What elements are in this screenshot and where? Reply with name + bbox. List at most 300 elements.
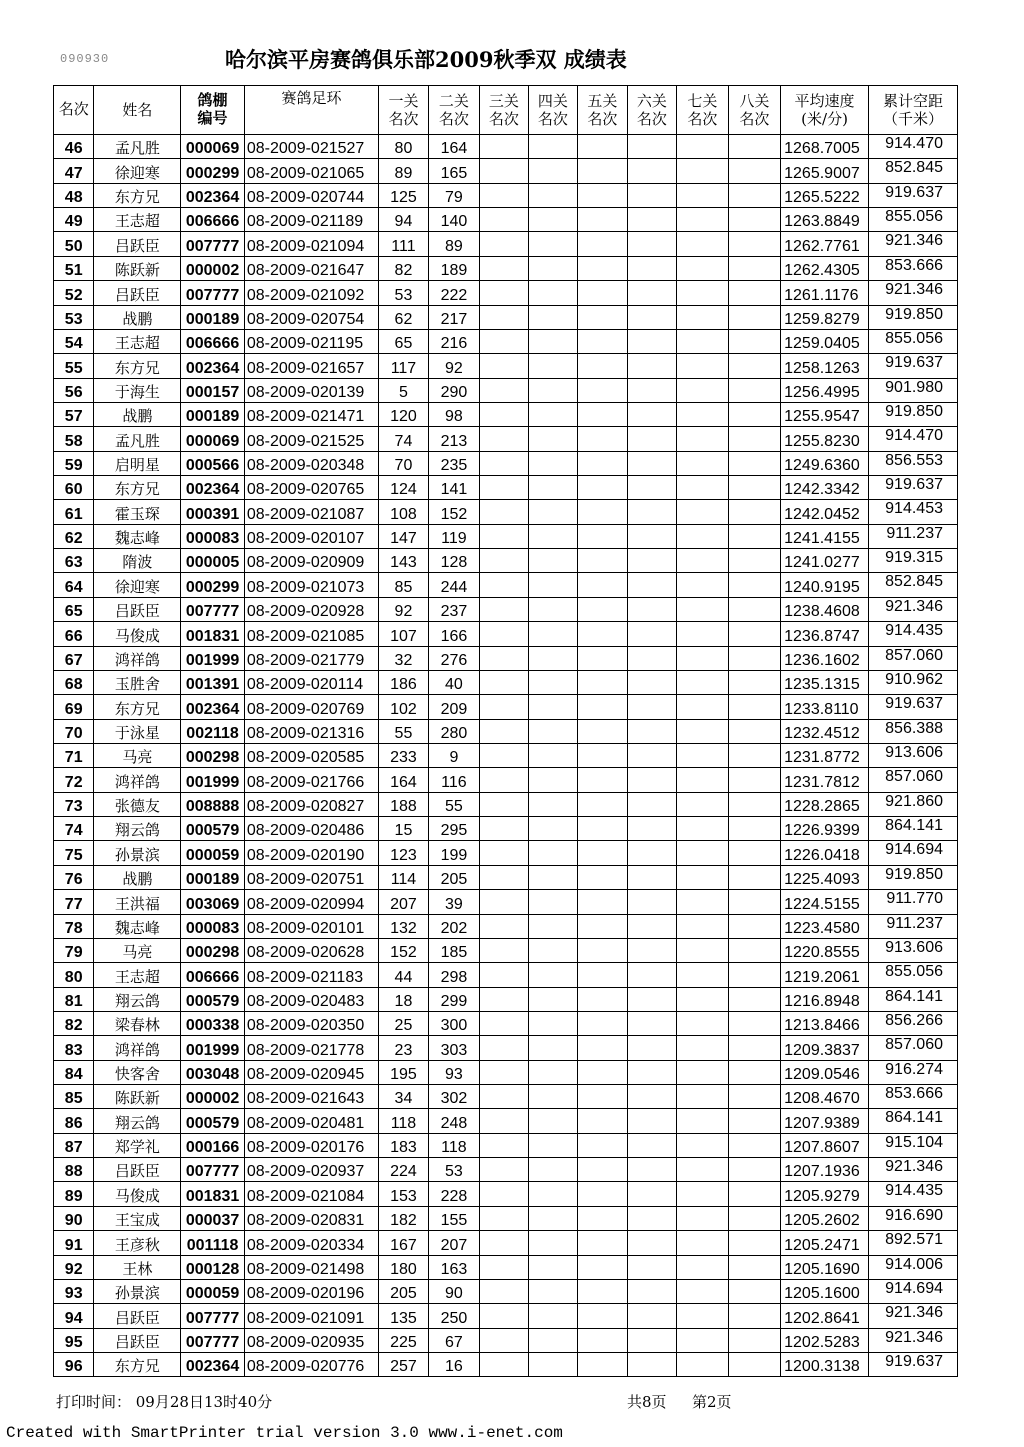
- cell-name: 吕跃臣: [94, 1158, 181, 1182]
- cell-loft-id: 000579: [181, 987, 245, 1011]
- cell-round-7: [677, 1109, 729, 1133]
- cell-round-5: [578, 1206, 627, 1230]
- cell-distance: 921.346: [868, 281, 957, 305]
- cell-rank: 55: [54, 354, 94, 378]
- cell-round-2: 9: [428, 743, 480, 767]
- cell-rank: 47: [54, 159, 94, 183]
- table-row: [54, 1352, 958, 1376]
- cell-round-3: [480, 451, 528, 475]
- table-row: [54, 476, 958, 500]
- cell-round-5: [578, 719, 627, 743]
- header-round-1: 一关 名次: [379, 86, 428, 135]
- header-row: [54, 86, 958, 135]
- cell-round-6: [627, 1182, 676, 1206]
- cell-round-3: [480, 500, 528, 524]
- cell-name: 东方兄: [94, 476, 181, 500]
- cell-round-7: [677, 1011, 729, 1035]
- cell-round-1: 182: [379, 1206, 428, 1230]
- cell-ring-number: 08-2009-021647: [244, 256, 378, 280]
- cell-round-1: 92: [379, 597, 428, 621]
- cell-round-7: [677, 622, 729, 646]
- cell-ring-number: 08-2009-020483: [244, 987, 378, 1011]
- cell-name: 于海生: [94, 378, 181, 402]
- cell-name: 吕跃臣: [94, 1304, 181, 1328]
- cell-rank: 80: [54, 963, 94, 987]
- cell-loft-id: 003069: [181, 890, 245, 914]
- cell-name: 王林: [94, 1255, 181, 1279]
- cell-ring-number: 08-2009-020744: [244, 183, 378, 207]
- cell-loft-id: 000299: [181, 573, 245, 597]
- cell-round-4: [528, 597, 577, 621]
- cell-ring-number: 08-2009-021779: [244, 646, 378, 670]
- cell-round-8: [728, 597, 781, 621]
- cell-round-8: [728, 1011, 781, 1035]
- cell-round-4: [528, 1109, 577, 1133]
- header-name: 姓名: [94, 86, 181, 135]
- cell-round-2: 116: [428, 768, 480, 792]
- cell-rank: 79: [54, 938, 94, 962]
- cell-name: 玉胜舍: [94, 670, 181, 694]
- cell-round-4: [528, 402, 577, 426]
- cell-round-2: 207: [428, 1231, 480, 1255]
- cell-name: 鸿祥鸽: [94, 768, 181, 792]
- table-row: [54, 135, 958, 159]
- cell-round-2: 92: [428, 354, 480, 378]
- cell-name: 东方兄: [94, 695, 181, 719]
- cell-rank: 78: [54, 914, 94, 938]
- cell-round-2: 152: [428, 500, 480, 524]
- cell-loft-id: 000189: [181, 305, 245, 329]
- cell-loft-id: 000128: [181, 1255, 245, 1279]
- cell-round-4: [528, 792, 577, 816]
- cell-round-4: [528, 378, 577, 402]
- cell-avg-speed: 1205.1600: [781, 1279, 869, 1303]
- table-row: [54, 1036, 958, 1060]
- cell-name: 徐迎寒: [94, 159, 181, 183]
- cell-round-6: [627, 159, 676, 183]
- cell-distance: 914.694: [868, 841, 957, 865]
- table-row: [54, 1158, 958, 1182]
- cell-distance: 919.315: [868, 549, 957, 573]
- cell-round-7: [677, 963, 729, 987]
- cell-round-6: [627, 1011, 676, 1035]
- cell-ring-number: 08-2009-020754: [244, 305, 378, 329]
- cell-round-7: [677, 768, 729, 792]
- cell-name: 马俊成: [94, 1182, 181, 1206]
- cell-loft-id: 007777: [181, 1328, 245, 1352]
- cell-round-5: [578, 890, 627, 914]
- cell-distance: 901.980: [868, 378, 957, 402]
- cell-round-6: [627, 817, 676, 841]
- cell-rank: 77: [54, 890, 94, 914]
- cell-round-7: [677, 1352, 729, 1376]
- cell-name: 吕跃臣: [94, 597, 181, 621]
- cell-name: 王志超: [94, 963, 181, 987]
- cell-round-8: [728, 208, 781, 232]
- cell-round-5: [578, 329, 627, 353]
- header-speed: 平均速度 (米/分): [781, 86, 869, 135]
- cell-round-6: [627, 1109, 676, 1133]
- cell-avg-speed: 1268.7005: [781, 135, 869, 159]
- cell-round-1: 53: [379, 281, 428, 305]
- cell-round-2: 302: [428, 1085, 480, 1109]
- cell-distance: 855.056: [868, 329, 957, 353]
- cell-distance: 915.104: [868, 1133, 957, 1157]
- cell-name: 战鹏: [94, 305, 181, 329]
- cell-round-6: [627, 378, 676, 402]
- cell-round-1: 164: [379, 768, 428, 792]
- cell-round-2: 205: [428, 865, 480, 889]
- cell-round-3: [480, 1255, 528, 1279]
- cell-round-2: 250: [428, 1304, 480, 1328]
- cell-round-8: [728, 622, 781, 646]
- cell-rank: 65: [54, 597, 94, 621]
- cell-round-1: 32: [379, 646, 428, 670]
- cell-round-8: [728, 1304, 781, 1328]
- cell-round-4: [528, 1255, 577, 1279]
- cell-round-2: 79: [428, 183, 480, 207]
- table-row: [54, 256, 958, 280]
- cell-round-4: [528, 1328, 577, 1352]
- cell-round-3: [480, 597, 528, 621]
- cell-round-1: 80: [379, 135, 428, 159]
- table-row: [54, 232, 958, 256]
- cell-round-5: [578, 402, 627, 426]
- cell-round-5: [578, 1011, 627, 1035]
- table-row: [54, 987, 958, 1011]
- cell-ring-number: 08-2009-020107: [244, 524, 378, 548]
- cell-distance: 919.637: [868, 183, 957, 207]
- cell-name: 陈跃新: [94, 1085, 181, 1109]
- cell-round-6: [627, 914, 676, 938]
- cell-round-1: 207: [379, 890, 428, 914]
- cell-round-1: 82: [379, 256, 428, 280]
- cell-avg-speed: 1205.2471: [781, 1231, 869, 1255]
- cell-round-3: [480, 135, 528, 159]
- cell-name: 王志超: [94, 329, 181, 353]
- cell-rank: 61: [54, 500, 94, 524]
- cell-rank: 59: [54, 451, 94, 475]
- cell-rank: 94: [54, 1304, 94, 1328]
- cell-round-3: [480, 549, 528, 573]
- cell-round-7: [677, 183, 729, 207]
- cell-round-5: [578, 1036, 627, 1060]
- cell-round-6: [627, 1352, 676, 1376]
- cell-round-6: [627, 963, 676, 987]
- cell-round-7: [677, 451, 729, 475]
- cell-round-5: [578, 670, 627, 694]
- cell-ring-number: 08-2009-021471: [244, 402, 378, 426]
- cell-ring-number: 08-2009-021498: [244, 1255, 378, 1279]
- cell-round-8: [728, 476, 781, 500]
- cell-round-7: [677, 792, 729, 816]
- cell-rank: 50: [54, 232, 94, 256]
- cell-ring-number: 08-2009-020628: [244, 938, 378, 962]
- cell-round-1: 225: [379, 1328, 428, 1352]
- cell-avg-speed: 1216.8948: [781, 987, 869, 1011]
- cell-round-5: [578, 817, 627, 841]
- table-row: [54, 1011, 958, 1035]
- cell-loft-id: 000566: [181, 451, 245, 475]
- cell-round-4: [528, 817, 577, 841]
- cell-round-2: 185: [428, 938, 480, 962]
- cell-round-8: [728, 1158, 781, 1182]
- cell-round-7: [677, 1206, 729, 1230]
- cell-round-3: [480, 232, 528, 256]
- table-row: [54, 1279, 958, 1303]
- cell-rank: 87: [54, 1133, 94, 1157]
- cell-rank: 66: [54, 622, 94, 646]
- cell-loft-id: 000157: [181, 378, 245, 402]
- cell-round-3: [480, 256, 528, 280]
- table-row: [54, 768, 958, 792]
- cell-round-2: 235: [428, 451, 480, 475]
- cell-name: 隋波: [94, 549, 181, 573]
- cell-distance: 911.770: [868, 890, 957, 914]
- cell-round-3: [480, 1036, 528, 1060]
- cell-distance: 921.346: [868, 1158, 957, 1182]
- cell-round-6: [627, 135, 676, 159]
- table-row: [54, 451, 958, 475]
- cell-round-1: 233: [379, 743, 428, 767]
- cell-ring-number: 08-2009-020176: [244, 1133, 378, 1157]
- cell-distance: 921.860: [868, 792, 957, 816]
- cell-round-5: [578, 232, 627, 256]
- cell-avg-speed: 1255.9547: [781, 402, 869, 426]
- cell-round-1: 62: [379, 305, 428, 329]
- total-pages: 共8页: [627, 1393, 667, 1411]
- cell-ring-number: 08-2009-020928: [244, 597, 378, 621]
- cell-round-3: [480, 914, 528, 938]
- cell-round-1: 18: [379, 987, 428, 1011]
- cell-round-6: [627, 183, 676, 207]
- cell-round-1: 34: [379, 1085, 428, 1109]
- cell-round-1: 65: [379, 329, 428, 353]
- cell-distance: 855.056: [868, 208, 957, 232]
- cell-loft-id: 000579: [181, 1109, 245, 1133]
- cell-round-7: [677, 549, 729, 573]
- cell-round-2: 216: [428, 329, 480, 353]
- header-round-5: 五关 名次: [578, 86, 627, 135]
- cell-ring-number: 08-2009-020994: [244, 890, 378, 914]
- cell-round-3: [480, 573, 528, 597]
- cell-round-6: [627, 1328, 676, 1352]
- cell-round-2: 300: [428, 1011, 480, 1035]
- cell-loft-id: 002364: [181, 354, 245, 378]
- cell-round-3: [480, 1304, 528, 1328]
- cell-round-8: [728, 1182, 781, 1206]
- table-row: [54, 865, 958, 889]
- cell-distance: 919.637: [868, 1352, 957, 1376]
- cell-loft-id: 002364: [181, 1352, 245, 1376]
- cell-round-6: [627, 476, 676, 500]
- cell-avg-speed: 1235.1315: [781, 670, 869, 694]
- cell-name: 鸿祥鸽: [94, 646, 181, 670]
- cell-round-4: [528, 500, 577, 524]
- cell-avg-speed: 1213.8466: [781, 1011, 869, 1035]
- table-row: [54, 695, 958, 719]
- cell-round-3: [480, 208, 528, 232]
- cell-round-1: 224: [379, 1158, 428, 1182]
- cell-loft-id: 000069: [181, 427, 245, 451]
- cell-ring-number: 08-2009-021189: [244, 208, 378, 232]
- cell-rank: 95: [54, 1328, 94, 1352]
- cell-round-8: [728, 329, 781, 353]
- cell-round-8: [728, 281, 781, 305]
- cell-rank: 68: [54, 670, 94, 694]
- cell-round-7: [677, 1158, 729, 1182]
- cell-name: 霍玉琛: [94, 500, 181, 524]
- cell-round-2: 228: [428, 1182, 480, 1206]
- cell-round-1: 120: [379, 402, 428, 426]
- cell-round-4: [528, 695, 577, 719]
- cell-ring-number: 08-2009-020585: [244, 743, 378, 767]
- cell-loft-id: 001118: [181, 1231, 245, 1255]
- cell-loft-id: 006666: [181, 329, 245, 353]
- cell-round-4: [528, 1206, 577, 1230]
- cell-avg-speed: 1240.9195: [781, 573, 869, 597]
- table-row: [54, 670, 958, 694]
- cell-loft-id: 007777: [181, 281, 245, 305]
- cell-round-8: [728, 1279, 781, 1303]
- cell-avg-speed: 1236.8747: [781, 622, 869, 646]
- cell-round-6: [627, 938, 676, 962]
- cell-round-2: 276: [428, 646, 480, 670]
- cell-round-6: [627, 573, 676, 597]
- cell-name: 快客舍: [94, 1060, 181, 1084]
- cell-round-3: [480, 1011, 528, 1035]
- cell-round-6: [627, 1036, 676, 1060]
- table-row: [54, 354, 958, 378]
- cell-avg-speed: 1220.8555: [781, 938, 869, 962]
- cell-ring-number: 08-2009-021183: [244, 963, 378, 987]
- cell-ring-number: 08-2009-021092: [244, 281, 378, 305]
- cell-round-5: [578, 183, 627, 207]
- cell-round-5: [578, 305, 627, 329]
- table-row: [54, 597, 958, 621]
- cell-round-6: [627, 768, 676, 792]
- cell-round-4: [528, 963, 577, 987]
- cell-rank: 75: [54, 841, 94, 865]
- cell-round-1: 195: [379, 1060, 428, 1084]
- table-row: [54, 914, 958, 938]
- cell-round-2: 93: [428, 1060, 480, 1084]
- cell-round-2: 55: [428, 792, 480, 816]
- cell-round-1: 25: [379, 1011, 428, 1035]
- cell-loft-id: 000059: [181, 1279, 245, 1303]
- cell-rank: 46: [54, 135, 94, 159]
- cell-round-4: [528, 1279, 577, 1303]
- cell-ring-number: 08-2009-021084: [244, 1182, 378, 1206]
- cell-round-1: 102: [379, 695, 428, 719]
- cell-round-5: [578, 1109, 627, 1133]
- cell-avg-speed: 1262.7761: [781, 232, 869, 256]
- cell-round-1: 108: [379, 500, 428, 524]
- cell-round-5: [578, 1158, 627, 1182]
- cell-round-8: [728, 183, 781, 207]
- header-loft: 鸽棚 编号: [181, 86, 245, 135]
- table-row: [54, 524, 958, 548]
- cell-ring-number: 08-2009-020776: [244, 1352, 378, 1376]
- cell-round-7: [677, 670, 729, 694]
- cell-round-5: [578, 281, 627, 305]
- cell-round-6: [627, 695, 676, 719]
- cell-round-6: [627, 646, 676, 670]
- cell-round-5: [578, 354, 627, 378]
- cell-round-3: [480, 305, 528, 329]
- cell-round-6: [627, 890, 676, 914]
- header-rank: 名次: [54, 86, 94, 135]
- cell-round-4: [528, 1011, 577, 1035]
- cell-name: 于泳星: [94, 719, 181, 743]
- cell-round-6: [627, 427, 676, 451]
- cell-round-3: [480, 159, 528, 183]
- cell-round-2: 237: [428, 597, 480, 621]
- table-row: [54, 1255, 958, 1279]
- cell-round-7: [677, 159, 729, 183]
- cell-round-5: [578, 1352, 627, 1376]
- cell-rank: 85: [54, 1085, 94, 1109]
- cell-name: 马俊成: [94, 622, 181, 646]
- cell-round-8: [728, 987, 781, 1011]
- cell-rank: 92: [54, 1255, 94, 1279]
- cell-distance: 914.453: [868, 500, 957, 524]
- printer-credit: Created with SmartPrinter trial version 3.0 www.i-enet.com: [6, 1424, 563, 1442]
- cell-loft-id: 007777: [181, 232, 245, 256]
- table-row: [54, 792, 958, 816]
- cell-round-2: 202: [428, 914, 480, 938]
- cell-loft-id: 006666: [181, 963, 245, 987]
- cell-round-2: 67: [428, 1328, 480, 1352]
- cell-round-7: [677, 841, 729, 865]
- cell-round-3: [480, 183, 528, 207]
- cell-round-2: 280: [428, 719, 480, 743]
- cell-avg-speed: 1202.5283: [781, 1328, 869, 1352]
- cell-round-1: 147: [379, 524, 428, 548]
- cell-avg-speed: 1232.4512: [781, 719, 869, 743]
- cell-name: 翔云鸽: [94, 1109, 181, 1133]
- cell-distance: 914.470: [868, 135, 957, 159]
- cell-round-4: [528, 232, 577, 256]
- cell-round-6: [627, 305, 676, 329]
- table-row: [54, 890, 958, 914]
- cell-rank: 51: [54, 256, 94, 280]
- cell-loft-id: 000005: [181, 549, 245, 573]
- cell-round-7: [677, 865, 729, 889]
- cell-round-8: [728, 817, 781, 841]
- cell-round-3: [480, 378, 528, 402]
- cell-loft-id: 003048: [181, 1060, 245, 1084]
- table-row: [54, 183, 958, 207]
- cell-round-3: [480, 792, 528, 816]
- cell-round-6: [627, 1060, 676, 1084]
- cell-distance: 853.666: [868, 256, 957, 280]
- cell-round-8: [728, 524, 781, 548]
- cell-avg-speed: 1209.3837: [781, 1036, 869, 1060]
- cell-round-1: 15: [379, 817, 428, 841]
- cell-round-7: [677, 743, 729, 767]
- cell-round-2: 40: [428, 670, 480, 694]
- cell-round-6: [627, 524, 676, 548]
- cell-round-6: [627, 256, 676, 280]
- cell-avg-speed: 1259.0405: [781, 329, 869, 353]
- cell-round-1: 70: [379, 451, 428, 475]
- cell-round-3: [480, 987, 528, 1011]
- cell-name: 启明星: [94, 451, 181, 475]
- cell-avg-speed: 1236.1602: [781, 646, 869, 670]
- cell-round-4: [528, 281, 577, 305]
- table-row: [54, 305, 958, 329]
